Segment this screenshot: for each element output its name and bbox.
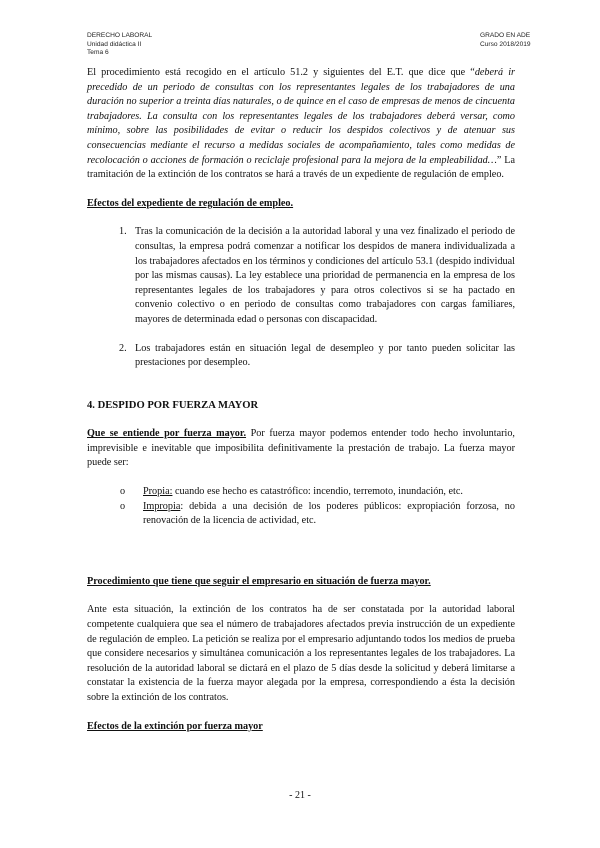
list-item (87, 485, 515, 500)
intro-lead: El procedimiento está recogido en el artículo 51.2 y siguientes del E.T. que dice que “ (87, 67, 475, 78)
fuerza-mayor-definition (87, 427, 515, 471)
list-item (87, 225, 515, 327)
header-year: Curso 2018/2019 (480, 40, 531, 48)
page-content (87, 66, 515, 734)
bullet-marker: o (120, 500, 126, 512)
header-topic: Tema 6 (87, 49, 109, 57)
section-heading-efectos-ere: Efectos del expediente de regulación de empleo. (87, 197, 294, 209)
definition-text: Por fuerza mayor podemos entender todo hecho involuntario, imprevisible e inevitable que imposibilita definitivamente la prestación de trabajo. La fuerza mayor puede ser: (87, 428, 515, 469)
list-number: 1. (119, 226, 127, 238)
types-list (87, 485, 515, 529)
section-title-fuerza-mayor: 4. DESPIDO POR FUERZA MAYOR (87, 399, 259, 411)
effects-list (87, 225, 515, 370)
bullet-text: : debida a una decisión de los poderes públicos: expropiación forzosa, no renovación de la licencia de actividad, etc. (143, 500, 515, 527)
definition-lead: Que se entiende por fuerza mayor. (87, 428, 247, 440)
header-left (87, 32, 152, 58)
header-unit: Unidad didáctica II (87, 40, 142, 48)
list-text: Los trabajadores están en situación legal de desempleo y por tanto pueden solicitar las prestaciones por desempleo. (135, 342, 515, 369)
legal-quote: deberá ir precedido de un periodo de consultas con los representantes legales de los trabajadores de una duración no superior a treinta días naturales, o de quince en el caso de empresas de menos de cincuenta trabajadores. La consulta con los representantes legales de los trabajadores deberá versar, como mínimo, sobre las posibilidades de evitar o reducir los despidos colectivos y de atenuar sus consecuencias mediante el recurso a medidas sociales de acompañamiento, tales como medidas de recolocación o acciones de formación o reciclaje profesional para la mejora de la empleabilidad… (87, 67, 515, 166)
procedimiento-paragraph: Ante esta situación, la extinción de los contratos ha de ser constatada por la autoridad laboral competente cualquiera que sea el número de trabajadores afectados previa instrucción de un expediente de regulación de empleo. La petición se realiza por el empresario adjuntando todos los medios de prueba que considere necesarios y simultánea comunicación a los representantes legales de los trabajadores. La resolución de la autoridad laboral se dictará en el plazo de 5 días desde la solicitud y deberá limitarse a constatar la existencia de la fuerza mayor alegada por la empresa, correspondiendo a ésta la decisión sobre la extinción de los contratos. (87, 604, 515, 703)
section-heading-procedimiento: Procedimiento que tiene que seguir el empresario en situación de fuerza mayor. (87, 575, 431, 587)
intro-tail: ” La tramitación de la extinción de los contratos se hará a través de un expediente de regulación de empleo. (87, 154, 515, 181)
section-heading-efectos-extincion: Efectos de la extinción por fuerza mayor (87, 720, 263, 732)
list-text: Tras la comunicación de la decisión a la autoridad laboral y una vez finalizado el periodo de consultas, la empresa podrá comenzar a notificar los despidos de manera individualizada a los trabajadores afectados en los términos y condiciones del artículo 53.1 (despido individual por las mismas causas). La ley establece una prioridad de permanencia en la empresa de los representantes legales de los trabajadores y para otros colectivos si se ha pactado en convenio colectivo o en periodo de consultas como trabajadores con cargas familiares, mayores de determinada edad o personas con discapacidad. (135, 226, 515, 325)
list-item (87, 342, 515, 371)
list-number: 2. (119, 342, 127, 354)
header-course: DERECHO LABORAL (87, 32, 153, 39)
header-right (480, 32, 531, 49)
bullet-term: Impropia (143, 500, 181, 512)
list-item (87, 500, 515, 529)
bullet-marker: o (120, 486, 126, 498)
page-number: - 21 - (289, 790, 311, 801)
bullet-term: Propia: (143, 486, 173, 498)
intro-paragraph (87, 66, 515, 183)
header-degree: GRADO EN ADE (480, 32, 531, 39)
bullet-text: cuando ese hecho es catastrófico: incendio, terremoto, inundación, etc. (172, 486, 463, 498)
